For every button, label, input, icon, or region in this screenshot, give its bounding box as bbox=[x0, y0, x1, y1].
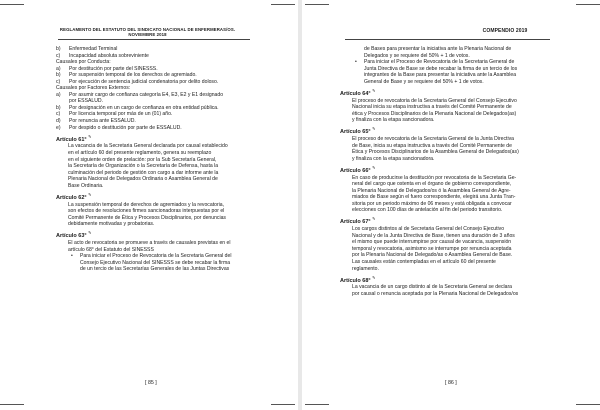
article-61-body: La vacancia de la Secretaria General declarada por causal establecido en el artículo 60 del presente reglamento, genera su reemplazo en el siguiente orden de prelación: por la Sub Secretaría General, la Secretaría de Organización o la Secretaría de Defensa, hasta la culminación del periodo de gestión con cargo a dar informe ante la Plenaria Nacional de Delegados Ordinaria o Asamblea General de Base Ordinaria. bbox=[68, 143, 228, 189]
article-68-body: La vacancia de un cargo distinto al de la Secretaria General se declara por causal o renuncia aceptada por la Plenaria Nacional de Delegados/os bbox=[352, 284, 519, 297]
bullet-item: • Para iniciar el Proceso de Revocatoria de la Secretaria General de Junta Directiva de Base se debe recabar la firma de un tercio de los integrantes de la Base para presentar la iniciativa ante la Asamblea General de Base y se requiere del 50% + 1 de votos. bbox=[355, 59, 518, 85]
continuation-text: de Bases para presentar la iniciativa ante la Plenaria Nacional de Delegados y se requiere del 50% + 1 de votos. bbox=[364, 46, 512, 59]
article-62-title: Artículo 62° ✎ bbox=[56, 191, 92, 201]
article-65-body: El proceso de revocatoria de la Secretaria General de la Junta Directiva de Base, inicia su etapa instructiva a través del Comité Permanente de Ética y Procesos Disciplinarios de la Asamblea General de Delegados(as) y finaliza con la etapa sancionadora. bbox=[352, 136, 519, 162]
list-item: c) Por ejecución de sentencia judicial condenatoria por delito doloso. bbox=[56, 78, 219, 85]
page-number: [ 85 ] bbox=[145, 380, 157, 386]
pen-icon: ✎ bbox=[372, 216, 376, 222]
list-item: b) Por designación en un cargo de confianza en otra entidad pública. bbox=[56, 104, 219, 111]
pen-icon: ✎ bbox=[372, 274, 376, 280]
crop-mark bbox=[271, 4, 295, 5]
header-rule bbox=[58, 39, 250, 40]
list-item: b) Por suspensión temporal de los derechos de agremiado. bbox=[56, 72, 197, 79]
article-68-title: Artículo 68° ✎ bbox=[340, 274, 376, 284]
article-66-title: Artículo 66° ✎ bbox=[340, 164, 376, 174]
pen-icon: ✎ bbox=[88, 133, 92, 139]
crop-mark bbox=[0, 4, 24, 5]
pen-icon: ✎ bbox=[372, 87, 376, 93]
section-heading: Causales por Conducta: bbox=[56, 59, 111, 66]
page-header bbox=[40, 27, 255, 38]
list-item: c) Por licencia temporal por más de un (01) año. bbox=[56, 111, 173, 118]
article-61-title: Artículo 61° ✎ bbox=[56, 133, 92, 143]
article-63-title: Artículo 63° ✎ bbox=[56, 230, 92, 240]
left-page bbox=[0, 0, 295, 410]
list-item: d) Por renuncia ante ESSALUD. bbox=[56, 118, 136, 125]
section-heading: Causales por Factores Externos: bbox=[56, 85, 131, 92]
header-date: NOVIEMBRE 2018 bbox=[128, 32, 167, 38]
article-64-title: Artículo 64° ✎ bbox=[340, 87, 376, 97]
pen-icon: ✎ bbox=[88, 230, 92, 236]
article-63-body: El acto de revocatoria se promueve a través de causales previstas en el artículo 68° del Estatuto del SINESSS bbox=[68, 240, 231, 253]
article-64-body: El proceso de revocatoria de la Secretaria General del Consejo Ejecutivo Nacional inicia su etapa instructiva a través del Comité Permanente de ética y Procesos Disciplinarios de la Plenaria Nacional de Delegados(as) y finaliza con la etapa sancionadora. bbox=[352, 97, 517, 124]
article-66-body: En caso de producirse la destitución por revocatoria de la Secretaria Ge- neral del cargo que ostenta en el órgano de gobierno correspondiente, la Plenaria Nacional de Delegados/os ó la Asamblea General de Agre- miados de Base según el fuero correspondiente, elegirá una Junta Tran- sitoria por un periodo máximo de 06 meses y está obligada a convocar elecciones con 100 días de antelación al fin del periodo transitorio. bbox=[352, 174, 517, 214]
list-item: e) Por despido o destitución por parte de ESSALUD. bbox=[56, 124, 182, 131]
page-header bbox=[450, 29, 560, 34]
book-gutter bbox=[298, 0, 302, 410]
crop-mark bbox=[0, 404, 24, 405]
bullet-item: • Para iniciar el Proceso de Revocatoria de la Secretaria General del Consejo Ejecutivo Nacional del SINESSS se debe recabar la firma de un tercio de las Secretarías Generales de las Juntas Directivas bbox=[71, 253, 232, 273]
article-67-title: Artículo 67° ✎ bbox=[340, 216, 376, 226]
list-item: b) Enfermedad Terminal bbox=[56, 46, 118, 52]
crop-mark bbox=[576, 4, 600, 5]
list-item: a) Por asumir cargo de confianza categoría E4, E3, E2 y E1 designado por ESSALUD. bbox=[56, 91, 224, 105]
article-67-body: Los cargos distintos al de Secretaria General del Consejo Ejecutivo Nacional y de la Junta Directiva de Base, tienen una duración de 3 años el mismo que puede interrumpirse por causal de vacancia, suspensión temporal y revocatoria, asimismo se interrumpe por renuncia aceptada por la Plenaria Nacional de Delegado/as o Asamblea General de Base. Las causales están contempladas en el artículo 60 del presente reglamento. bbox=[352, 226, 515, 272]
header-rule bbox=[345, 39, 550, 40]
crop-mark bbox=[305, 404, 329, 405]
pen-icon: ✎ bbox=[88, 191, 92, 197]
list-item: a) Por destitución por parte del SINESSS. bbox=[56, 65, 158, 72]
article-65-title: Artículo 65° ✎ bbox=[340, 126, 376, 136]
pen-icon: ✎ bbox=[372, 126, 376, 132]
right-content bbox=[340, 46, 555, 298]
article-62-body: La suspensión temporal de derechos de agremiados y la revocatoria, son efectos de resoluciones firmes sancionadoras interpuestas por el Comité Permanente de Ética y Procesos Disciplinarios, por denuncias debidamente motivadas y probatorias. bbox=[68, 201, 226, 228]
crop-mark bbox=[271, 404, 295, 405]
crop-mark bbox=[305, 4, 329, 5]
page-number: [ 86 ] bbox=[445, 380, 457, 386]
pen-icon: ✎ bbox=[372, 164, 376, 170]
crop-mark bbox=[576, 404, 600, 405]
header-title: REGLAMENTO DEL ESTATUTO DEL SINDICATO NACIONAL DE ENFERMERAS/OS. bbox=[59, 27, 236, 32]
list-item: c) Incapacidad absoluta sobreviniente bbox=[56, 52, 149, 59]
left-content bbox=[56, 46, 266, 273]
header-title: COMPENDIO 2019 bbox=[482, 28, 528, 34]
right-page bbox=[305, 0, 600, 410]
